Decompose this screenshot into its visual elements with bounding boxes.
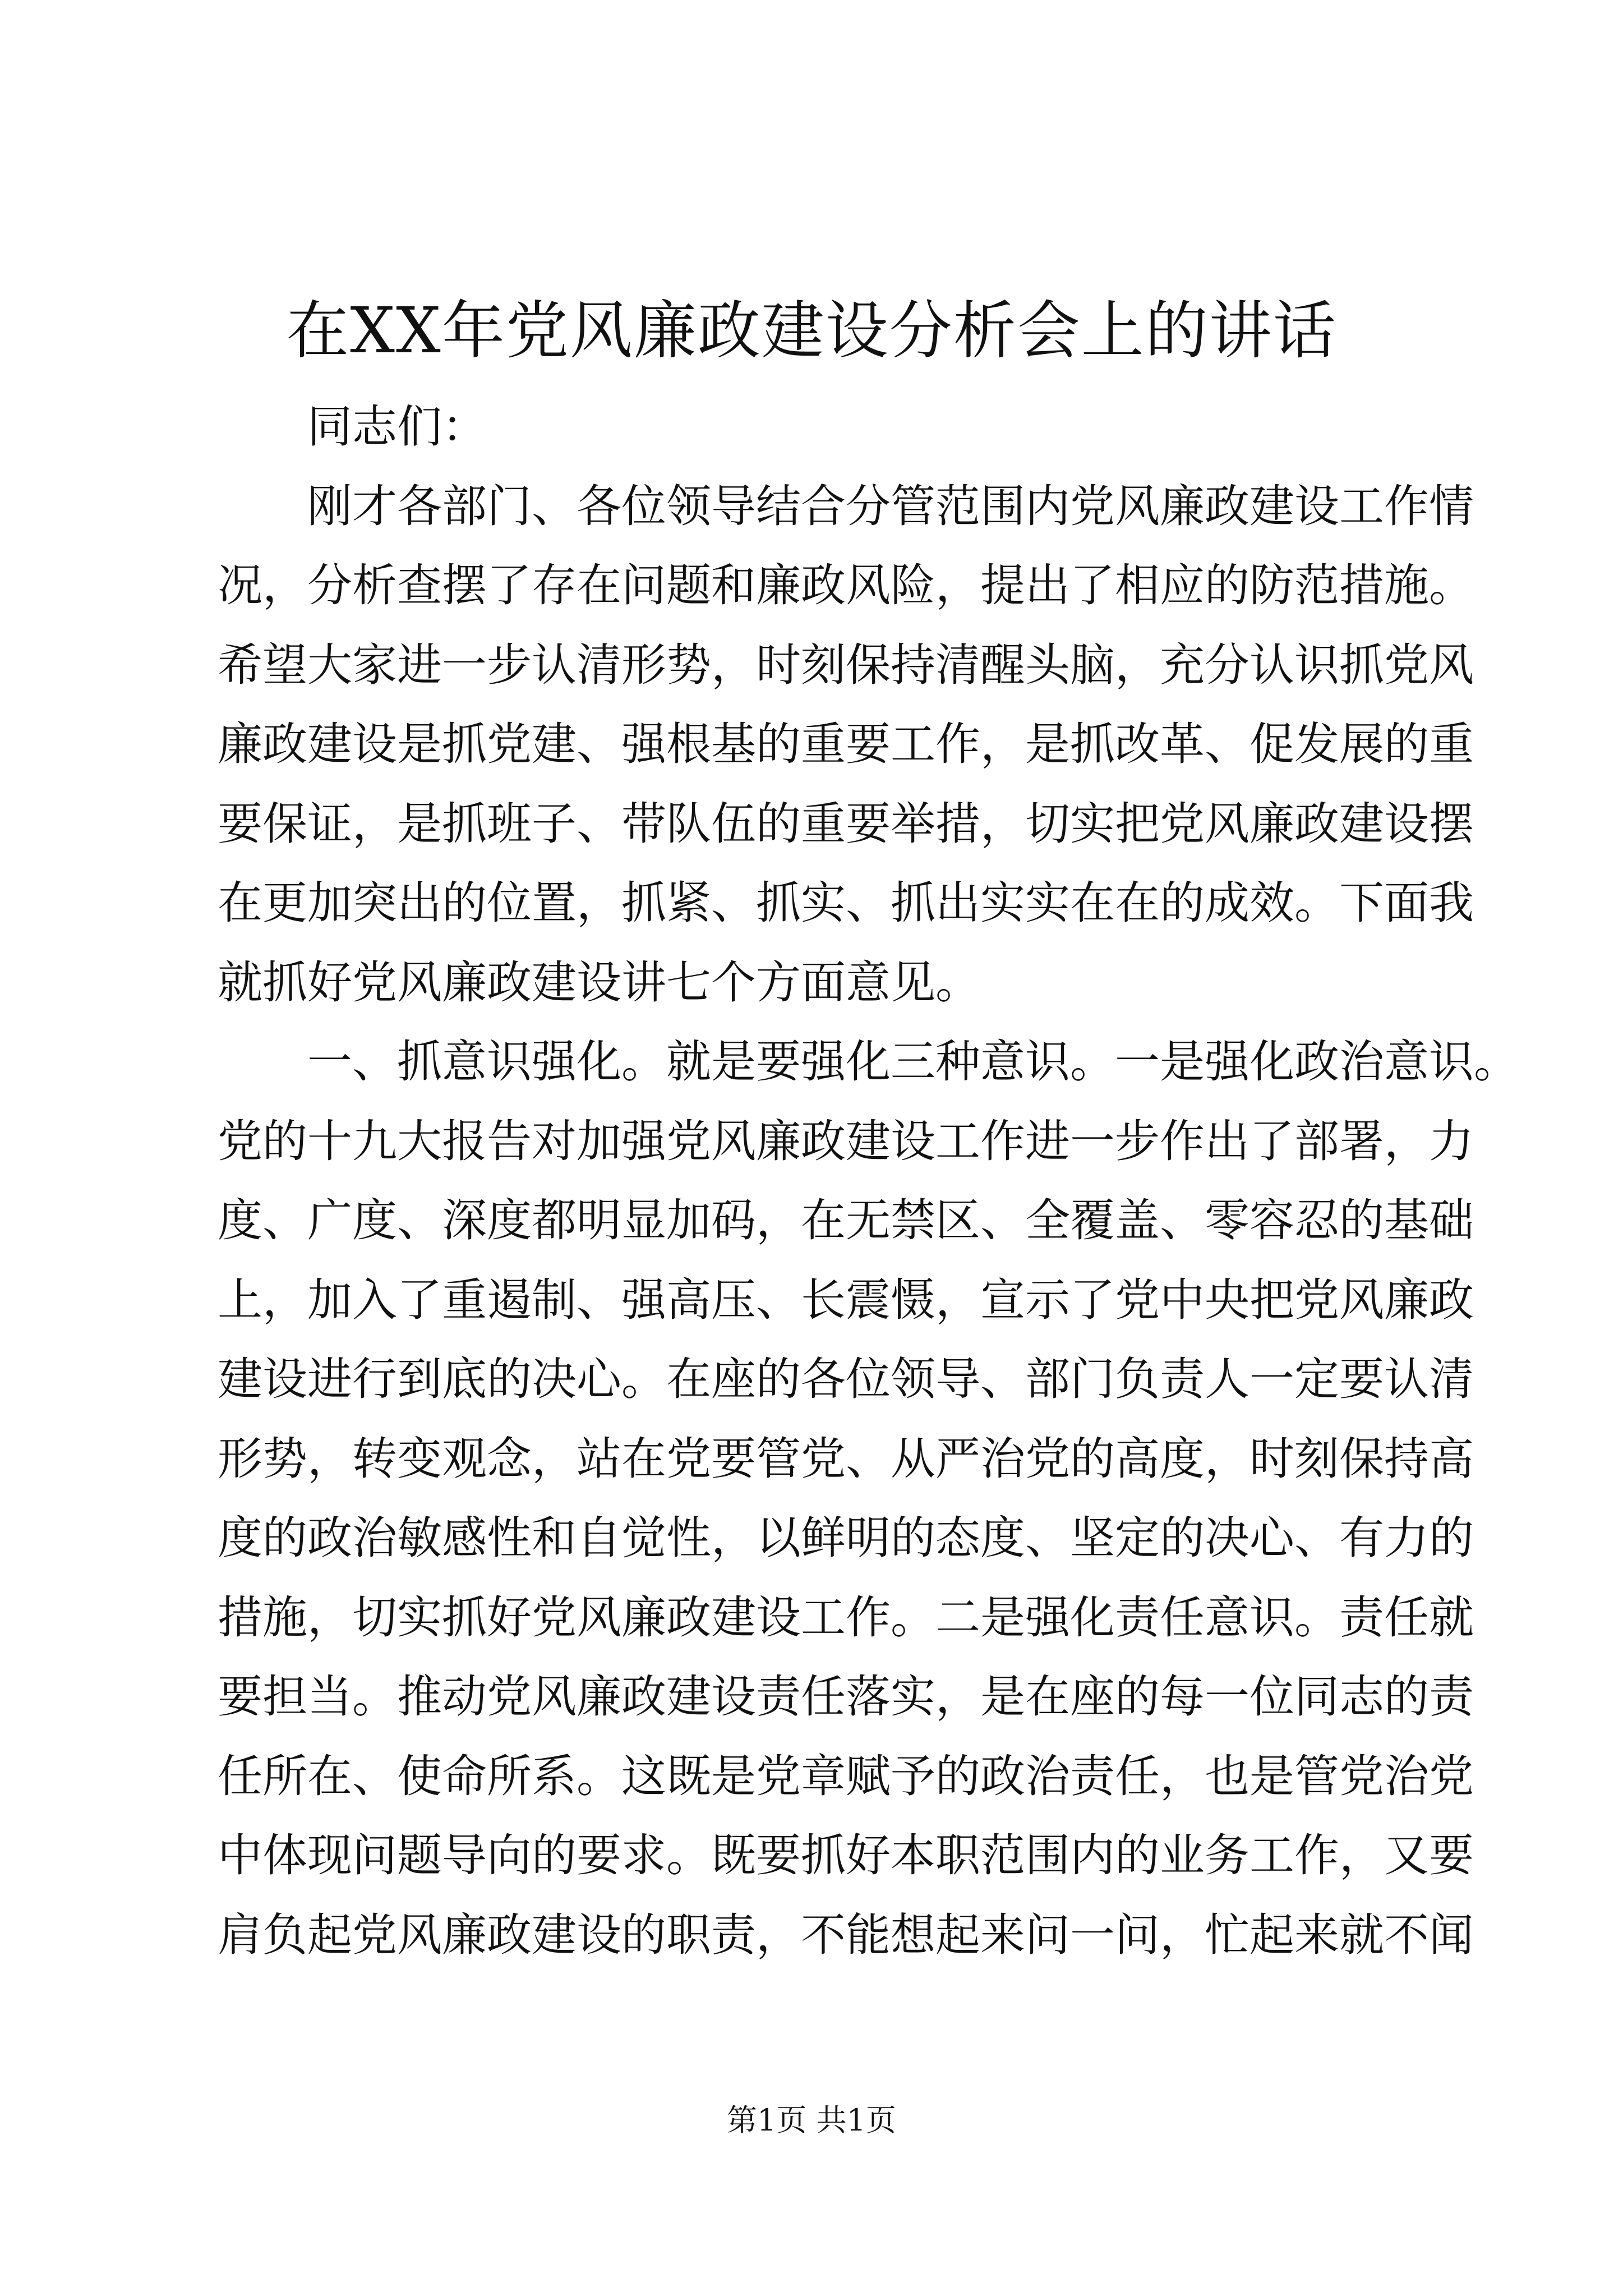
paragraph-line: 中体现问题导向的要求。既要抓好本职范围内的业务工作，又要 bbox=[218, 1829, 1474, 1881]
paragraph-line: 廉政建设是抓党建、强根基的重要工作，是抓改革、促发展的重 bbox=[218, 718, 1474, 770]
page-footer: 第1页 共1页 bbox=[727, 2102, 896, 2138]
document-title: 在XX年党风廉政建设分析会上的讲话 bbox=[286, 295, 1337, 367]
paragraph-line: 在更加突出的位置，抓紧、抓实、抓出实实在在的成效。下面我 bbox=[218, 877, 1474, 929]
paragraph-line: 刚才各部门、各位领导结合分管范围内党风廉政建设工作情 bbox=[307, 480, 1474, 532]
paragraph-line: 建设进行到底的决心。在座的各位领导、部门负责人一定要认清 bbox=[218, 1353, 1474, 1405]
paragraph-line: 任所在、使命所系。这既是党章赋予的政治责任，也是管党治党 bbox=[218, 1750, 1474, 1802]
paragraph-line: 希望大家进一步认清形势，时刻保持清醒头脑，充分认识抓党风 bbox=[218, 638, 1474, 691]
paragraph-line: 要担当。推动党风廉政建设责任落实，是在座的每一位同志的责 bbox=[218, 1671, 1474, 1723]
paragraph-line: 形势，转变观念，站在党要管党、从严治党的高度，时刻保持高 bbox=[218, 1432, 1474, 1485]
paragraph-line: 度、广度、深度都明显加码，在无禁区、全覆盖、零容忍的基础 bbox=[218, 1194, 1474, 1246]
paragraph-line: 况，分析查摆了存在问题和廉政风险，提出了相应的防范措施。 bbox=[218, 559, 1474, 611]
paragraph-line: 上，加入了重遏制、强高压、长震慑，宣示了党中央把党风廉政 bbox=[218, 1273, 1474, 1326]
paragraph-line: 措施，切实抓好党风廉政建设工作。二是强化责任意识。责任就 bbox=[218, 1591, 1474, 1644]
paragraph-line: 肩负起党风廉政建设的职责，不能想起来问一问，忙起来就不闻 bbox=[218, 1908, 1474, 1961]
paragraph-line: 就抓好党风廉政建设讲七个方面意见。 bbox=[218, 956, 980, 1009]
salutation-line: 同志们： bbox=[307, 401, 487, 453]
paragraph-line: 党的十九大报告对加强党风廉政建设工作进一步作出了部署，力 bbox=[218, 1115, 1474, 1167]
paragraph-line: 度的政治敏感性和自觉性，以鲜明的态度、坚定的决心、有力的 bbox=[218, 1512, 1474, 1564]
document-body bbox=[218, 387, 1519, 1975]
paragraph-line: 要保证，是抓班子、带队伍的重要举措，切实把党风廉政建设摆 bbox=[218, 797, 1474, 850]
paragraph-line: 一、抓意识强化。就是要强化三种意识。一是强化政治意识。 bbox=[307, 1036, 1519, 1088]
